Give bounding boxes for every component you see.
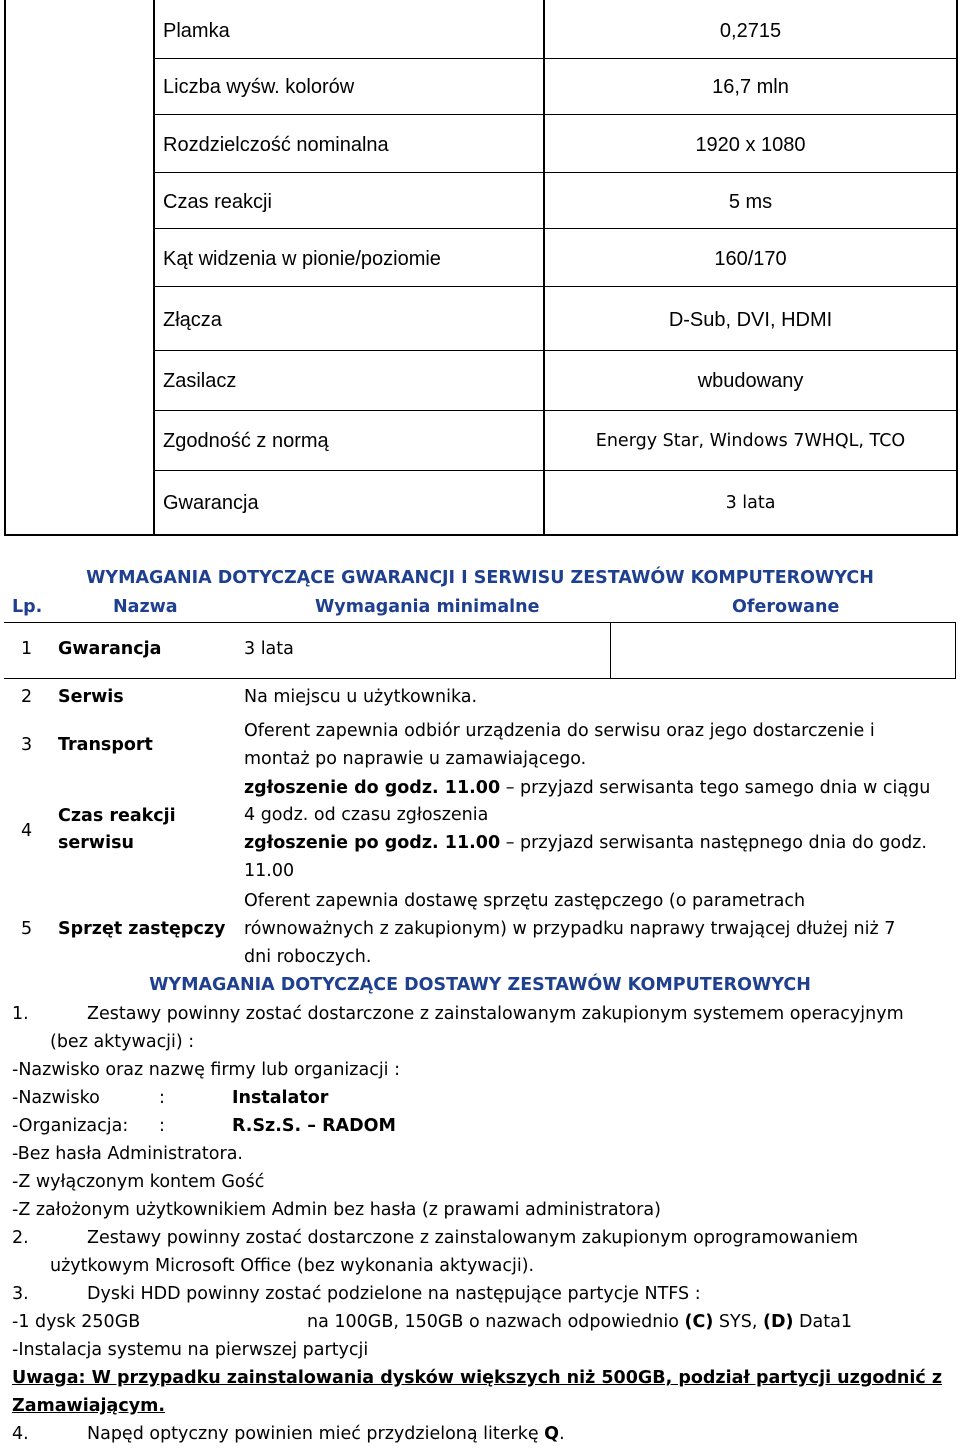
spec-label: Rozdzielczość nominalna bbox=[163, 134, 389, 156]
item-text-part: . bbox=[559, 1424, 565, 1444]
line: -Instalacja systemu na pierwszej partycji bbox=[12, 1340, 369, 1360]
spec-value: 3 lata bbox=[725, 493, 776, 513]
item-text: Dyski HDD powinny zostać podzielone na następujące partycje NTFS : bbox=[87, 1284, 701, 1304]
org-value: R.Sz.S. – RADOM bbox=[232, 1116, 396, 1136]
spec-value: D-Sub, DVI, HDMI bbox=[668, 309, 833, 331]
line: -Z założonym użytkownikiem Admin bez hasła (z prawami administratora) bbox=[12, 1200, 661, 1220]
item-number: 4. bbox=[12, 1424, 29, 1444]
spec-value: 16,7 mln bbox=[712, 76, 789, 98]
org-label: -Organizacja: bbox=[12, 1116, 129, 1136]
spec-value: 1920 x 1080 bbox=[695, 134, 806, 156]
row-lp: 1 bbox=[21, 639, 33, 659]
row-lp: 2 bbox=[21, 687, 33, 707]
drive-letter: Q bbox=[544, 1424, 560, 1444]
spec-value: wbudowany bbox=[697, 370, 804, 392]
row-req: Oferent zapewnia dostawę sprzętu zastępczego (o parametrach bbox=[244, 891, 806, 911]
spec-label: Liczba wyśw. kolorów bbox=[163, 76, 355, 98]
header-name: Nazwa bbox=[113, 597, 178, 617]
row-lp: 5 bbox=[21, 919, 33, 939]
row-name: Sprzęt zastępczy bbox=[58, 919, 226, 939]
header-offered: Oferowane bbox=[732, 597, 840, 617]
row-name: Transport bbox=[58, 735, 153, 755]
colon: : bbox=[159, 1116, 165, 1136]
spec-value: 0,2715 bbox=[719, 20, 782, 42]
section-title: WYMAGANIA DOTYCZĄCE GWARANCJI I SERWISU ZESTAWÓW KOMPUTEROWYCH bbox=[86, 568, 874, 588]
header-min: Wymagania minimalne bbox=[315, 597, 540, 617]
line: -Bez hasła Administratora. bbox=[12, 1144, 243, 1164]
item-number: 1. bbox=[12, 1004, 29, 1024]
spec-label: Zgodność z normą bbox=[163, 430, 329, 452]
spec-value: 5 ms bbox=[728, 191, 773, 213]
row-lp: 4 bbox=[21, 821, 33, 841]
header-lp: Lp. bbox=[12, 597, 43, 617]
row-req-text: – przyjazd serwisanta następnego dnia do godz. bbox=[500, 833, 927, 853]
row-req: montaż po naprawie u zamawiającego. bbox=[244, 749, 587, 769]
item-text bbox=[87, 1424, 565, 1445]
colon: : bbox=[159, 1088, 165, 1108]
disk-text: SYS, bbox=[713, 1312, 763, 1332]
disk-line: -1 dysk 250GB bbox=[12, 1312, 141, 1332]
disk-text: na 100GB, 150GB o nazwach odpowiednio bbox=[307, 1312, 685, 1332]
line: -Z wyłączonym kontem Gość bbox=[12, 1172, 265, 1192]
spec-label: Plamka bbox=[163, 20, 230, 42]
section-title: WYMAGANIA DOTYCZĄCE DOSTAWY ZESTAWÓW KOMPUTEROWYCH bbox=[149, 975, 811, 995]
item-text-part: Napęd optyczny powinien mieć przydzieloną literkę bbox=[87, 1424, 545, 1444]
disk-text: Data1 bbox=[793, 1312, 852, 1332]
row-req-bold: zgłoszenie po godz. 11.00 bbox=[244, 833, 501, 853]
disk-c: (C) bbox=[684, 1312, 714, 1332]
line: -Nazwisko oraz nazwę firmy lub organizacji : bbox=[12, 1060, 400, 1080]
row-req-text: – przyjazd serwisanta tego samego dnia w ciągu bbox=[500, 778, 931, 798]
row-req: 11.00 bbox=[244, 861, 295, 881]
item-number: 3. bbox=[12, 1284, 29, 1304]
disk-partitions bbox=[307, 1312, 852, 1333]
nazwisko-value: Instalator bbox=[232, 1088, 329, 1108]
spec-value: Energy Star, Windows 7WHQL, TCO bbox=[595, 431, 906, 451]
warning-note: Zamawiającym. bbox=[12, 1396, 165, 1416]
row-lp: 3 bbox=[21, 735, 33, 755]
spec-label: Czas reakcji bbox=[163, 191, 272, 213]
row-name: Serwis bbox=[58, 687, 124, 707]
item-text: Zestawy powinny zostać dostarczone z zainstalowanym zakupionym systemem operacyjnym bbox=[87, 1004, 904, 1024]
row-name: serwisu bbox=[58, 833, 134, 853]
nazwisko-label: -Nazwisko bbox=[12, 1088, 100, 1108]
spec-value: 160/170 bbox=[714, 248, 787, 270]
disk-d: (D) bbox=[762, 1312, 794, 1332]
spec-label: Kąt widzenia w pionie/poziomie bbox=[163, 248, 441, 270]
item-text: (bez aktywacji) : bbox=[50, 1032, 195, 1052]
row-req: 4 godz. od czasu zgłoszenia bbox=[244, 805, 489, 825]
row-name: Gwarancja bbox=[58, 639, 162, 659]
spec-label: Gwarancja bbox=[163, 492, 259, 514]
warning-note: Uwaga: W przypadku zainstalowania dysków większych niż 500GB, podział partycji uzgodnić z bbox=[12, 1368, 943, 1388]
item-number: 2. bbox=[12, 1228, 29, 1248]
row-req: Na miejscu u użytkownika. bbox=[244, 687, 478, 707]
spec-label: Złącza bbox=[163, 309, 222, 331]
row-name: Czas reakcji bbox=[58, 806, 176, 826]
spec-label: Zasilacz bbox=[163, 370, 237, 392]
row-req: Oferent zapewnia odbiór urządzenia do serwisu oraz jego dostarczenie i bbox=[244, 721, 875, 741]
row-req: dni roboczych. bbox=[244, 947, 372, 967]
row-req-bold: zgłoszenie do godz. 11.00 bbox=[244, 778, 501, 798]
row-req: 3 lata bbox=[244, 639, 294, 659]
row-req bbox=[244, 778, 930, 799]
item-text: Zestawy powinny zostać dostarczone z zainstalowanym zakupionym oprogramowaniem bbox=[87, 1228, 859, 1248]
row-req: równoważnych z zakupionym) w przypadku naprawy trwającej dłużej niż 7 bbox=[244, 919, 896, 939]
item-text: użytkowym Microsoft Office (bez wykonania aktywacji). bbox=[50, 1256, 535, 1276]
row-req bbox=[244, 833, 927, 854]
